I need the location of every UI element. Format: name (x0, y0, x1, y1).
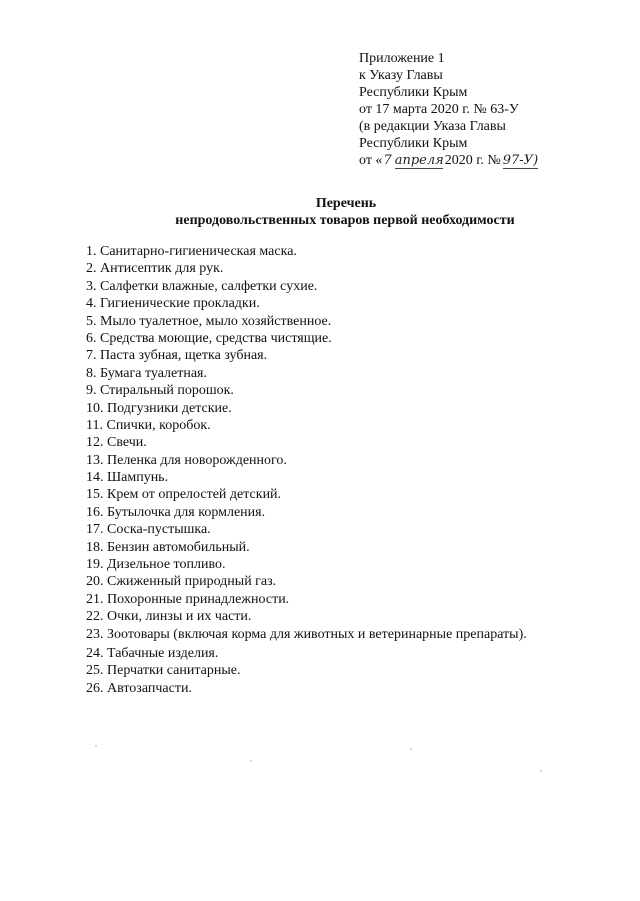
list-item: 18. Бензин автомобильный. (86, 539, 250, 555)
appendix-line: Приложение 1 (359, 51, 445, 66)
appendix-line: к Указу Главы (359, 68, 443, 83)
list-item: 12. Свечи. (86, 435, 147, 451)
list-item: 2. Антисептик для рук. (86, 261, 224, 277)
handwritten-month: апреля (394, 153, 444, 168)
list-item: 17. Соска-пустышка. (86, 522, 211, 538)
list-item: 25. Перчатки санитарные. (86, 663, 241, 679)
list-item: 24. Табачные изделия. (86, 645, 219, 661)
list-item: 23. Зоотовары (включая корма для животных и ветеринарные препараты). (86, 626, 527, 642)
list-item: 16. Бутылочка для кормления. (86, 504, 266, 520)
list-item: 10. Подгузники детские. (86, 400, 232, 416)
list-item: 4. Гигиенические прокладки. (86, 296, 260, 312)
date-prefix: от « (359, 153, 383, 168)
list-item: 9. Стиральный порошок. (86, 383, 234, 399)
scan-speck (95, 745, 97, 747)
scan-speck (410, 748, 412, 750)
list-item: 20. Сжиженный природный газ. (86, 574, 277, 590)
list-item: 14. Шампунь. (86, 470, 169, 486)
decree-date-number-line (359, 152, 629, 169)
list-item: 8. Бумага туалетная. (86, 365, 207, 381)
list-item: 19. Дизельное топливо. (86, 557, 226, 573)
handwritten-day: 7 (383, 153, 392, 168)
list-item: 7. Паста зубная, щетка зубная. (86, 348, 268, 364)
list-item: 3. Салфетки влажные, салфетки сухие. (86, 278, 318, 294)
list-item: 11. Спички, коробок. (86, 417, 211, 433)
list-item: 6. Средства моющие, средства чистящие. (86, 330, 332, 346)
title-line-1: Перечень (315, 196, 377, 211)
title-line-2: непродовольственных товаров первой необходимости (175, 213, 515, 228)
list-item: 22. Очки, линзы и их части. (86, 609, 252, 625)
list-item: 26. Автозапчасти. (86, 680, 192, 696)
scan-speck (250, 760, 252, 762)
appendix-header (359, 50, 629, 169)
scan-speck (540, 770, 542, 772)
list-item: 5. Мыло туалетное, мыло хозяйственное. (86, 313, 332, 329)
list-item: 15. Крем от опрелостей детский. (86, 487, 282, 503)
appendix-line: Республики Крым (359, 136, 468, 151)
appendix-line: Республики Крым (359, 85, 468, 100)
goods-list (86, 243, 631, 697)
appendix-line: от 17 марта 2020 г. № 63-У (359, 102, 519, 117)
list-item: 1. Санитарно-гигиеническая маска. (86, 244, 297, 259)
appendix-line: (в редакции Указа Главы (359, 119, 506, 134)
list-item: 13. Пеленка для новорожденного. (86, 452, 287, 468)
list-item: 21. Похоронные принадлежности. (86, 591, 290, 607)
year-text: 2020 г. № (444, 153, 501, 168)
document-title (0, 195, 640, 229)
handwritten-decree-number: 97-У) (502, 153, 539, 168)
